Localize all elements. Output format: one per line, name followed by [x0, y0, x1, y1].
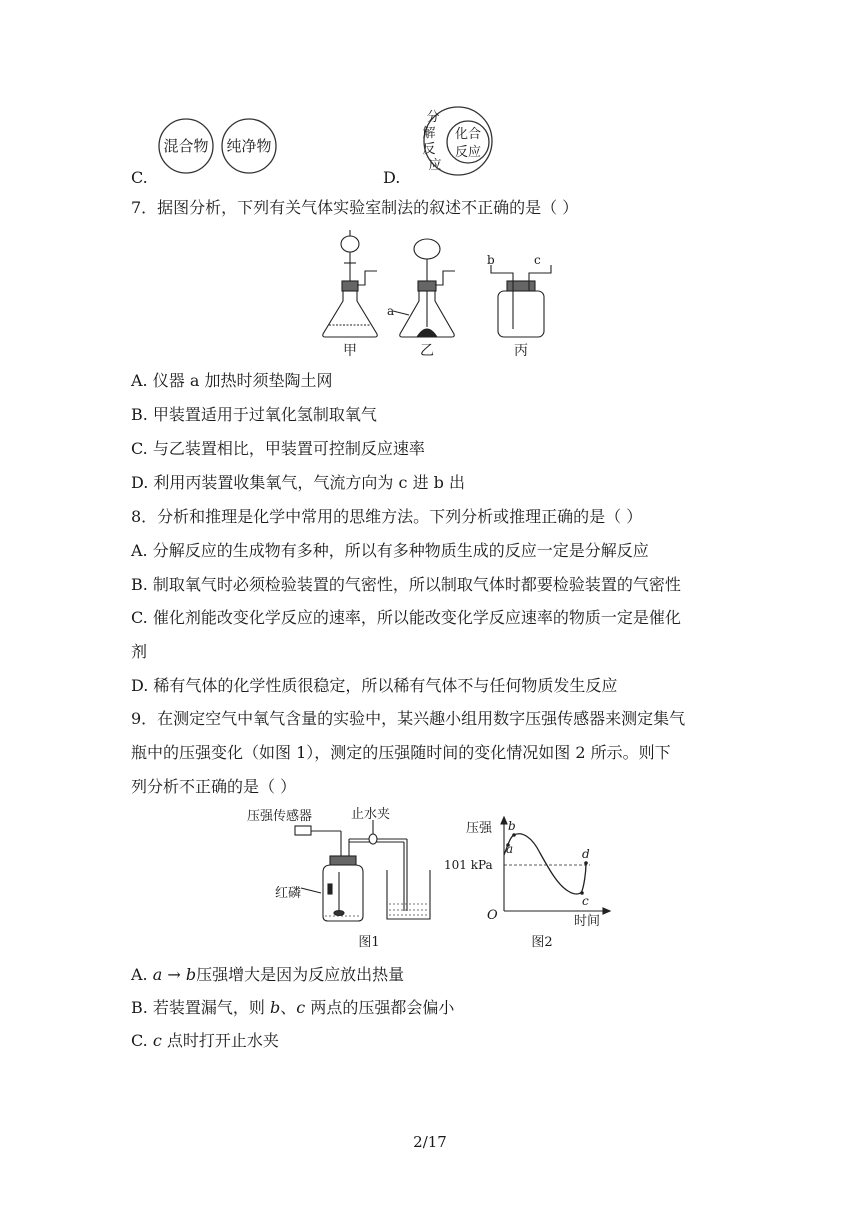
- label-b: b: [487, 253, 495, 267]
- caption-bing: 丙: [514, 343, 528, 359]
- point-c-label: c: [582, 894, 589, 908]
- option-a-arrow: →: [162, 965, 186, 984]
- outer-char: 反: [422, 142, 436, 157]
- q7-apparatus-figure: [315, 229, 555, 361]
- outer-char: 应: [428, 158, 442, 173]
- ref-pressure-label: 101 kPa: [444, 858, 493, 872]
- q9-option-c: [131, 1030, 279, 1052]
- option-b-rest: 两点的压强都会偏小: [305, 998, 455, 1017]
- q9-stem-line3: 列分析不正确的是（ ）: [131, 777, 297, 796]
- q9-figure-2: [440, 813, 615, 953]
- inner-label-line2: 反应: [454, 145, 482, 160]
- option-c-prefix: C.: [131, 1031, 153, 1050]
- option-c-figure: [155, 117, 280, 175]
- caption-jia: 甲: [343, 343, 357, 359]
- y-axis-label: 压强: [466, 821, 493, 836]
- sensor-label: 压强传感器: [247, 809, 313, 824]
- q7-stem: 7．据图分析，下列有关气体实验室制法的叙述不正确的是（ ）: [131, 198, 579, 217]
- label-c: c: [534, 253, 541, 267]
- q8-option-a: A. 分解反应的生成物有多种，所以有多种物质生成的反应一定是分解反应: [131, 541, 649, 560]
- option-d-label: D.: [383, 168, 401, 187]
- q9-stem-line1: 9．在测定空气中氧气含量的实验中，某兴趣小组用数字压强传感器来测定集气: [131, 709, 686, 728]
- option-b-prefix: B. 若装置漏气，则: [131, 998, 271, 1017]
- clamp-label: 止水夹: [351, 807, 391, 822]
- q8-option-c: C. 催化剂能改变化学反应的速率，所以能改变化学反应速率的物质一定是催化: [131, 608, 681, 627]
- mixture-label: 混合物: [163, 137, 209, 155]
- outer-char: 解: [422, 126, 436, 141]
- option-a-rest: 压强增大是因为反应放出热量: [196, 965, 405, 984]
- q9-option-a: [131, 964, 404, 986]
- caption-yi: 乙: [420, 343, 434, 359]
- page-number: 2/17: [413, 1133, 447, 1151]
- label-a: a: [387, 304, 395, 318]
- q7-option-c: C. 与乙装置相比，甲装置可控制反应速率: [131, 439, 425, 458]
- outer-char: 分: [426, 110, 440, 125]
- figure1-caption: 图1: [358, 935, 380, 950]
- figure2-caption: 图2: [531, 935, 553, 950]
- q8-option-d: D. 稀有气体的化学性质很稳定，所以稀有气体不与任何物质发生反应: [131, 676, 618, 695]
- point-b-label: b: [508, 819, 516, 833]
- inner-label-line1: 化合: [454, 127, 482, 142]
- q8-option-c-cont: 剂: [131, 642, 148, 661]
- q9-option-b: [131, 997, 454, 1019]
- option-d-figure: [413, 105, 503, 177]
- option-b-var1: b: [270, 998, 281, 1017]
- q9-stem-line2: 瓶中的压强变化（如图 1），测定的压强随时间的变化情况如图 2 所示。则下: [131, 743, 671, 762]
- option-c-label: C.: [131, 168, 148, 187]
- q8-stem: 8．分析和推理是化学中常用的思维方法。下列分析或推理正确的是（ ）: [131, 507, 643, 526]
- pressure-curve: [504, 834, 586, 894]
- option-a-prefix: A.: [131, 965, 153, 984]
- option-b-var2: c: [296, 998, 306, 1017]
- point-a-label: a: [506, 842, 514, 856]
- point-d-label: d: [582, 847, 590, 861]
- option-a-var1: a: [152, 965, 163, 984]
- origin-label: O: [487, 908, 498, 923]
- q9-figure-1: [245, 806, 445, 956]
- pure-substance-label: 纯净物: [226, 137, 272, 155]
- q7-option-a: A. 仪器 a 加热时须垫陶土网: [131, 371, 333, 390]
- q8-option-b: B. 制取氧气时必须检验装置的气密性，所以制取气体时都要检验装置的气密性: [131, 575, 681, 594]
- phosphorus-label: 红磷: [275, 886, 302, 901]
- q7-option-d: D. 利用丙装置收集氧气，气流方向为 c 进 b 出: [131, 473, 465, 492]
- option-c-rest: 点时打开止水夹: [161, 1031, 279, 1050]
- option-b-mid: 、: [280, 998, 297, 1017]
- q7-option-b: B. 甲装置适用于过氧化氢制取氧气: [131, 405, 377, 424]
- option-c-var: c: [152, 1031, 162, 1050]
- x-axis-label: 时间: [574, 914, 601, 929]
- option-a-var2: b: [185, 965, 197, 984]
